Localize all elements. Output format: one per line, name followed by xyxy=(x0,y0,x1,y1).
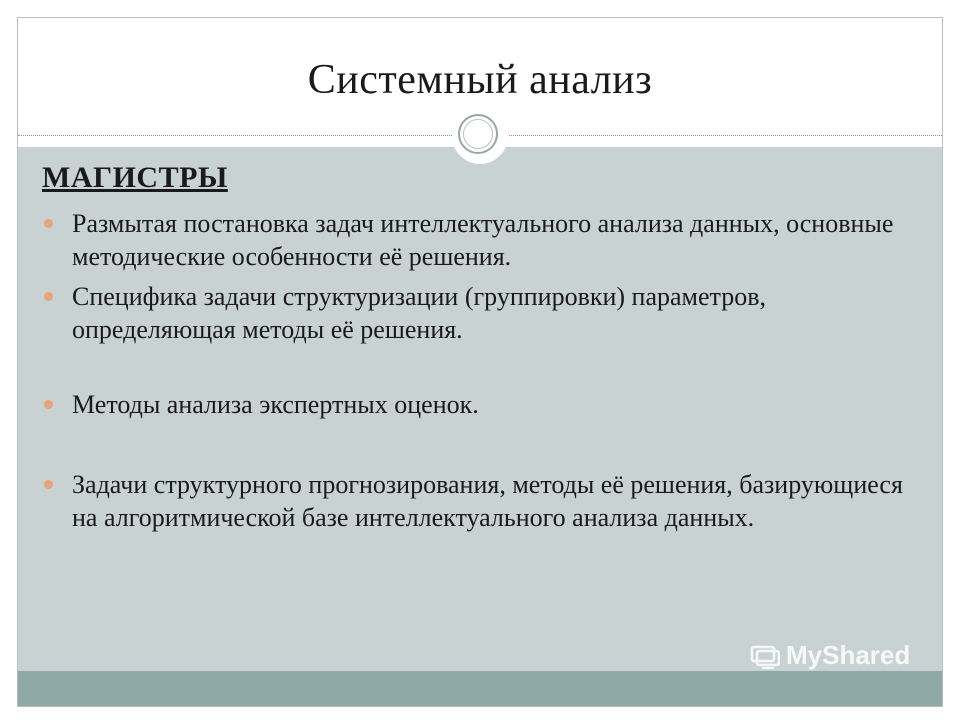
bullet-text: Методы анализа экспертных оценок. xyxy=(72,390,479,419)
section-heading: МАГИСТРЫ xyxy=(42,161,228,194)
bullet-icon xyxy=(44,292,53,301)
bullet-text: Размытая постановка задач интеллектуального анализа данных, основные методические особенности её решения. xyxy=(72,209,894,271)
bullet-text: Специфика задачи структуризации (группировки) параметров, определяющая методы её решения. xyxy=(72,282,766,344)
bullet-text: Задачи структурного прогнозирования, методы её решения, базирующиеся на алгоритмической базе интеллектуального анализа данных. xyxy=(72,470,903,532)
bullet-icon xyxy=(44,219,53,228)
list-item xyxy=(42,207,912,273)
myshared-watermark xyxy=(750,640,910,671)
slide xyxy=(17,17,943,707)
slide-title: Системный анализ xyxy=(307,57,653,103)
divider-inner-circle xyxy=(463,119,493,149)
myshared-logo-icon xyxy=(750,643,780,669)
list-item xyxy=(42,280,912,346)
list-item xyxy=(42,388,912,421)
bullet-icon xyxy=(44,480,53,489)
watermark-text: MyShared xyxy=(786,640,911,670)
footer-bar xyxy=(18,671,942,706)
bullet-icon xyxy=(44,400,53,409)
list-item xyxy=(42,468,912,534)
